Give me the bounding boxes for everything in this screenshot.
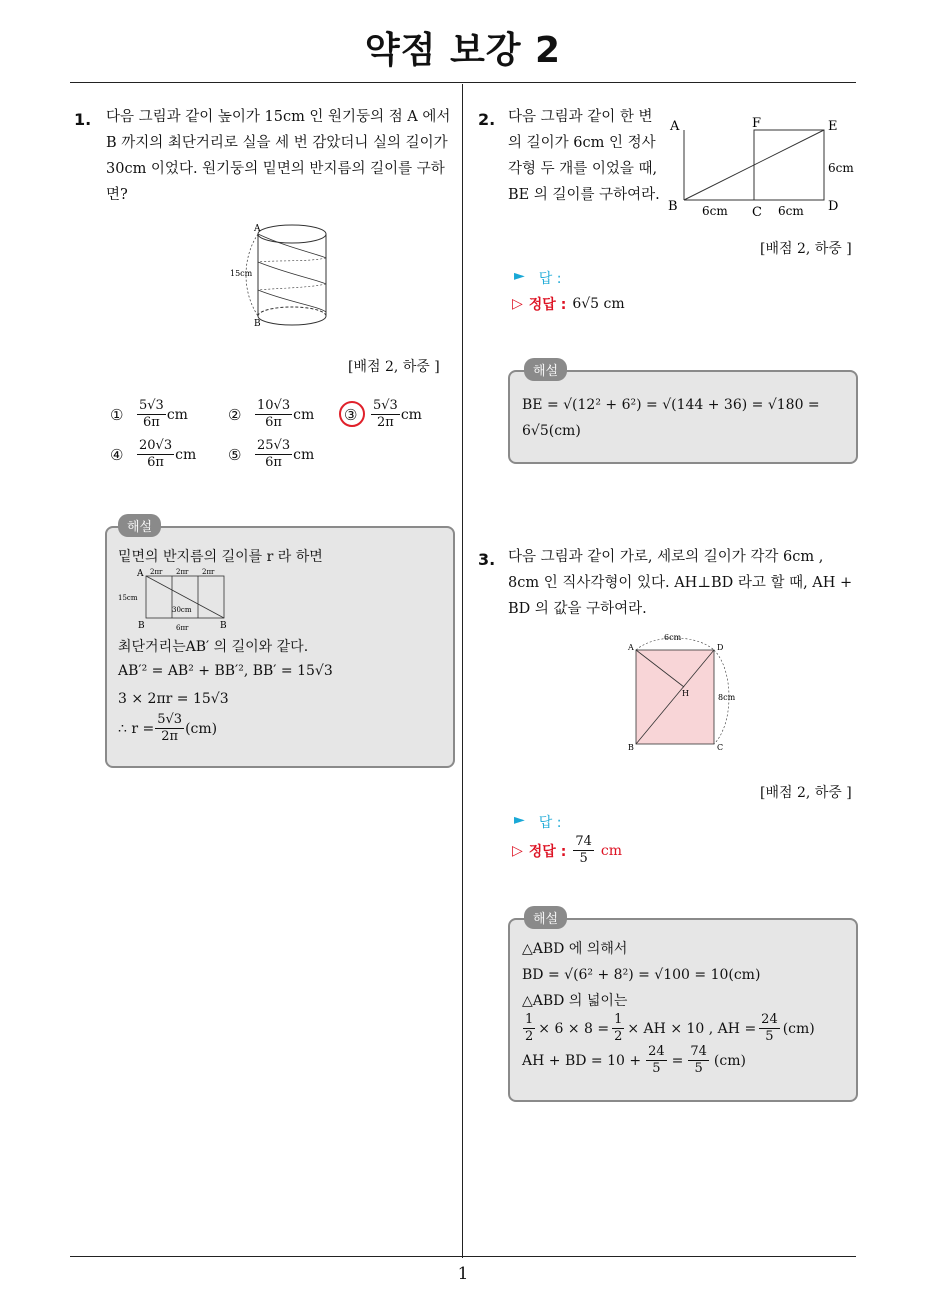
- unrolled-cylinder-figure: [116, 566, 228, 632]
- fig1s-label-b2: B: [220, 621, 227, 631]
- solution-tag-2: 해설: [524, 358, 567, 381]
- fig1s-height: 15cm: [118, 594, 138, 602]
- title-rule: [70, 82, 856, 83]
- fig1s-length: 30cm: [172, 606, 192, 614]
- fig3-label-c: C: [717, 743, 724, 752]
- solution-tag-3: 해설: [524, 906, 567, 929]
- fig3-label-b: B: [628, 743, 634, 752]
- column-divider: [462, 84, 463, 1258]
- correct-value: 6√5 cm: [572, 296, 625, 312]
- question-1-text: 다음 그림과 같이 높이가 15cm 인 원기둥의 점 A 에서 B 까지의 최단거리로 실을 세 번 감았더니 실의 길이가 30cm 이었다. 원기둥의 밑면의 반지름의 길이를 구하면?: [106, 109, 451, 203]
- question-2-text: 다음 그림과 같이 한 변의 길이가 6cm 인 정사각형 두 개를 이었을 때, BE 의 길이를 구하여라.: [508, 109, 660, 203]
- fig3-label-a: A: [628, 643, 634, 652]
- sol2-line2: 6√5(cm): [522, 423, 581, 439]
- fig1s-label-b: B: [138, 621, 145, 631]
- sol3-line4: $\frac{1}{2}$ × 6 × 8 = $\frac{1}{2}$ × AH × 10 , AH = $\frac{24}{5}$ (cm): [525, 1012, 815, 1044]
- fig1s-arc-2: 2πr: [176, 568, 189, 576]
- answer-row-2: [514, 268, 561, 288]
- option-2[interactable]: ② $\frac{10√3}{6\pi}$ cm: [228, 398, 315, 430]
- sol1-line3: AB′² = AB² + BB′², BB′ = 15√3: [118, 663, 333, 679]
- fig1s-bottom: 6πr: [176, 624, 189, 632]
- sol1-line2: 최단거리는AB′ 의 길이와 같다.: [118, 639, 309, 655]
- footer-rule: [70, 1256, 856, 1257]
- fig1s-arc-1: 2πr: [150, 568, 163, 576]
- fig2-label-c: C: [752, 205, 762, 220]
- correct-arrow-icon: ▷: [512, 842, 523, 859]
- question-1-number: 1.: [74, 110, 92, 129]
- fig3-label-top: 6cm: [664, 633, 682, 642]
- two-squares-figure: [666, 112, 862, 224]
- correct-row-2: [512, 294, 625, 314]
- answer-arrow-icon: ►: [514, 268, 525, 284]
- fig1-label-a: A: [254, 224, 261, 234]
- correct-circle-mark: [339, 401, 365, 427]
- answer-label: 답 :: [538, 271, 562, 287]
- option-3-correct[interactable]: ③ $\frac{5√3}{2\pi}$ cm: [344, 398, 422, 431]
- fig2-label-d: D: [828, 199, 839, 214]
- fig2-label-e: E: [828, 119, 838, 134]
- sol3-line1: △ABD 에 의해서: [522, 941, 628, 957]
- question-2-number: 2.: [478, 110, 496, 129]
- fig3-label-h: H: [682, 689, 689, 698]
- option-5[interactable]: ⑤ $\frac{25√3}{6\pi}$ cm: [228, 438, 315, 470]
- sol3-line2: BD = √(6² + 8²) = √100 = 10(cm): [522, 967, 761, 983]
- question-3-text: 다음 그림과 같이 가로, 세로의 길이가 각각 6cm , 8cm 인 직사각형이 있다. AH⊥BD 라고 할 때, AH + BD 의 값을 구하여라.: [508, 549, 853, 617]
- cylinder-figure: [228, 218, 340, 330]
- correct-arrow-icon: ▷: [512, 296, 523, 312]
- sol3-line5: AH + BD = 10 + $\frac{24}{5}$ = $\frac{74}{5}$ (cm): [522, 1044, 746, 1076]
- correct-label: 정답 :: [528, 843, 567, 860]
- answer-arrow-icon: ►: [514, 812, 525, 828]
- rectangle-figure: [624, 630, 748, 754]
- sol1-line5: ∴ r = $\frac{5√3}{2\pi}$ (cm): [118, 712, 218, 744]
- question-3-meta: [배점 2, 하중 ]: [760, 785, 852, 801]
- option-4[interactable]: ④ $\frac{20√3}{6\pi}$ cm: [110, 438, 197, 470]
- sol1-line4: 3 × 2πr = 15√3: [118, 691, 229, 707]
- answer-label: 답 :: [538, 815, 562, 831]
- sol3-line3: △ABD 의 넓이는: [522, 993, 628, 1009]
- fig3-label-side: 8cm: [718, 693, 736, 702]
- correct-label: 정답 :: [528, 297, 567, 313]
- sol2-line1: BE = √(12² + 6²) = √(144 + 36) = √180 =: [522, 397, 820, 413]
- correct-row-3: ▷ 정답 : $\frac{74}{5}$ cm: [512, 834, 622, 866]
- fig2-label-b: B: [668, 199, 678, 214]
- fig2-label-f: F: [752, 116, 762, 131]
- fig2-label-a: A: [670, 119, 680, 134]
- answer-row-3: [514, 812, 561, 832]
- fig1s-label-a: A: [137, 569, 144, 579]
- option-1[interactable]: ① $\frac{5√3}{6\pi}$ cm: [110, 398, 188, 430]
- fig1-label-height: 15cm: [230, 269, 253, 278]
- question-3-number: 3.: [478, 550, 496, 569]
- fig1s-arc-3: 2πr: [202, 568, 215, 576]
- solution-tag-1: 해설: [118, 514, 161, 537]
- page-title: 약점 보강 2: [364, 30, 562, 71]
- fig2-label-side: 6cm: [828, 161, 854, 175]
- fig2-label-right: 6cm: [778, 204, 804, 218]
- fig3-label-d: D: [717, 643, 724, 652]
- question-2-meta: [배점 2, 하중 ]: [760, 241, 852, 257]
- sol1-line1: 밑면의 반지름의 길이를 r 라 하면: [118, 549, 323, 565]
- page-number: 1: [457, 1264, 469, 1284]
- question-1-meta: [배점 2, 하중 ]: [348, 359, 440, 375]
- fig2-label-left: 6cm: [702, 204, 728, 218]
- fig1-label-b: B: [254, 319, 261, 329]
